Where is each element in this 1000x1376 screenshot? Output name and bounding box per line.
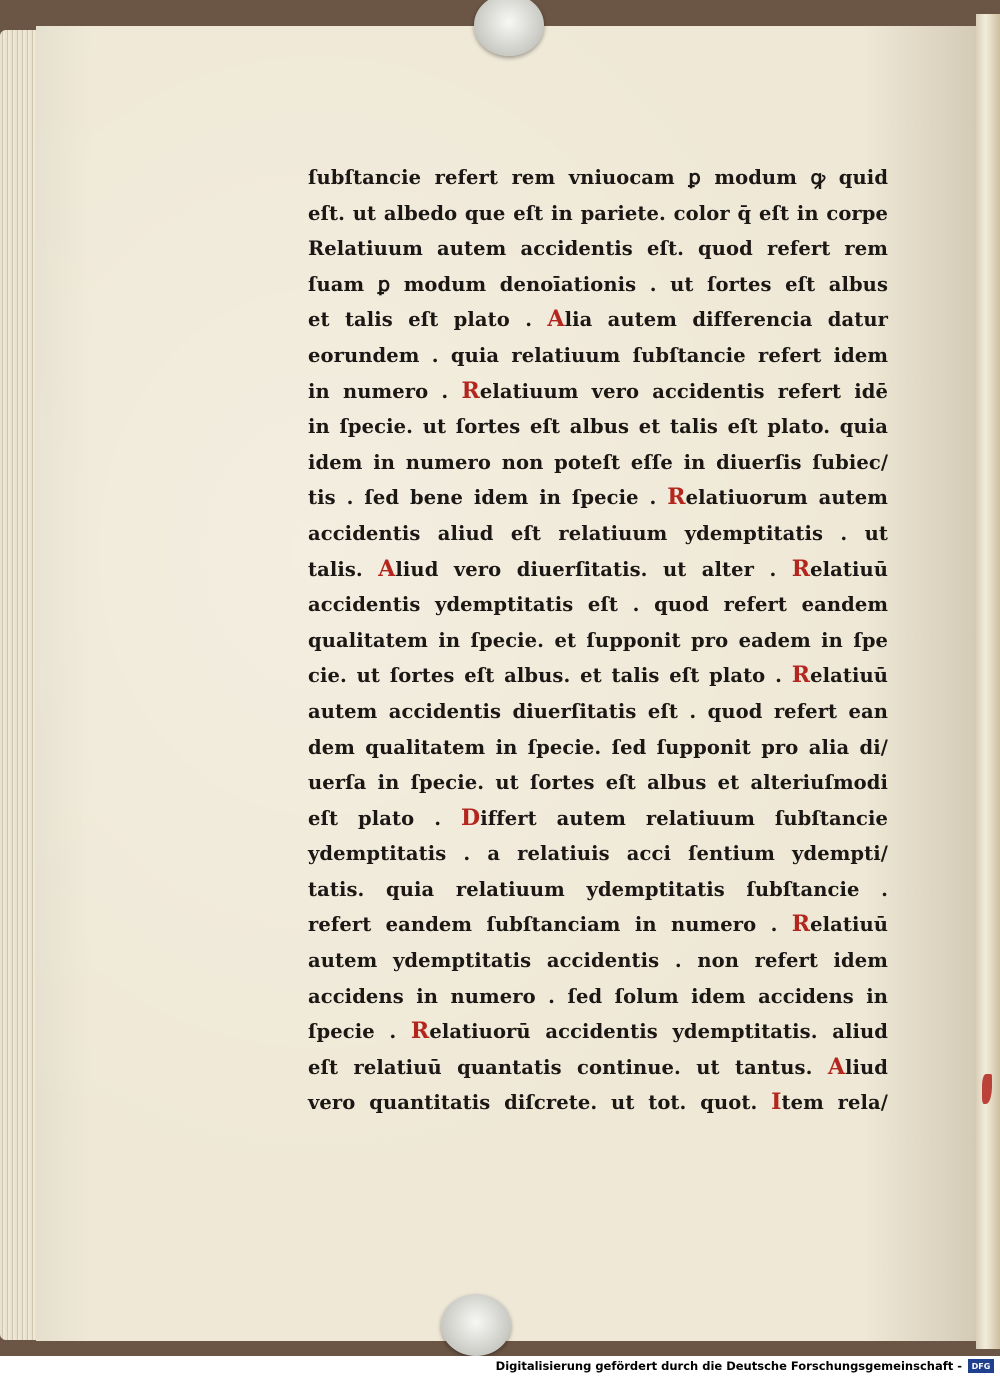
text-line: accidens in numero . ſed ſolum idem accidens in — [308, 984, 889, 1008]
rubric-initial: R — [791, 911, 811, 938]
page-clip-bottom — [441, 1294, 511, 1356]
rubric-initial: I — [771, 1089, 782, 1116]
text-line: autem accidentis diuerſitatis eſt . quod refert ean — [308, 699, 889, 723]
text-line: eſt plato . Differt autem relatiuum ſubſtancie — [308, 804, 888, 831]
text-line: dem qualitatem in ſpecie. ſed ſupponit pro alia di/ — [308, 735, 888, 759]
text-line: vero quantitatis diſcrete. ut tot. quot. Item rela/ — [308, 1089, 889, 1116]
rubric-initial: A — [547, 306, 565, 333]
text-line: ſuam ꝑ modum denoīationis . ut ſortes eſt albus — [308, 272, 889, 296]
text-line: accidentis ydemptitatis eſt . quod refert eandem — [308, 593, 889, 617]
text-line: uerſa in ſpecie. ut ſortes eſt albus et alteriuſmodi — [308, 771, 889, 795]
text-line: talis. Aliud vero diuerſitatis. ut alter . Relatiuū — [308, 555, 889, 582]
text-line: eſt relatiuū quantatis continue. ut tantus. Aliud — [308, 1053, 889, 1080]
facing-page-edge — [976, 14, 1000, 1349]
text-line: accidentis aliud eſt relatiuum ydemptitatis . ut — [308, 521, 889, 545]
rubric-initial: R — [791, 662, 811, 689]
text-line: tatis. quia relatiuum ydemptitatis ſubſtancie . — [308, 877, 888, 901]
text-line: in numero . Relatiuum vero accidentis refert idē — [308, 377, 889, 404]
rubric-initial: R — [791, 555, 811, 582]
text-block — [308, 160, 888, 1121]
rubric-mark-edge — [982, 1074, 992, 1104]
text-line: cie. ut ſortes eſt albus. et talis eſt plato . Relatiuū — [308, 662, 889, 689]
text-line: ſubſtancie refert rem vniuocam ꝑ modum ꝙ quid — [308, 166, 889, 189]
text-line: Relatiuum autem accidentis eſt. quod refert rem — [308, 237, 889, 261]
rubric-initial: D — [461, 804, 481, 831]
text-line: in ſpecie. ut ſortes eſt albus et talis eſt plato. quia — [308, 415, 889, 439]
text-line: autem ydemptitatis accidentis . non refert idem — [308, 949, 889, 973]
dfg-logo: DFG — [968, 1359, 994, 1373]
text-line: idem in numero non poteſt eſſe in diuerſis ſubiec/ — [308, 450, 889, 474]
rubric-initial: R — [461, 377, 480, 404]
text-line: eſt. ut albedo que eſt in pariete. color q̄ eſt in corpe — [308, 201, 889, 225]
text-line: ydemptitatis . a relatiuis acci ſentium ydempti/ — [308, 842, 889, 866]
text-line: tis . ſed bene idem in ſpecie . Relatiuorum autem — [308, 484, 889, 511]
rubric-initial: A — [827, 1053, 846, 1080]
text-line: qualitatem in ſpecie. et ſupponit pro eadem in ſpe — [308, 628, 889, 652]
rubric-initial: A — [378, 555, 396, 582]
rubric-initial: R — [667, 484, 686, 511]
page-stack-edge — [0, 30, 38, 1340]
text-line: refert eandem ſubſtanciam in numero . Relatiuū — [308, 911, 889, 938]
text-line: et talis eſt plato . Alia autem differencia datur — [308, 306, 889, 333]
text-line: ſpecie . Relatiuorū accidentis ydemptitatis. aliud — [308, 1018, 889, 1045]
text-line: eorundem . quia relatiuum ſubſtancie refert idem — [308, 343, 889, 367]
funding-credit: Digitalisierung gefördert durch die Deutsche Forschungsgemeinschaft - — [495, 1359, 962, 1373]
footer-bar — [0, 1356, 1000, 1376]
rubric-initial: R — [410, 1018, 430, 1045]
